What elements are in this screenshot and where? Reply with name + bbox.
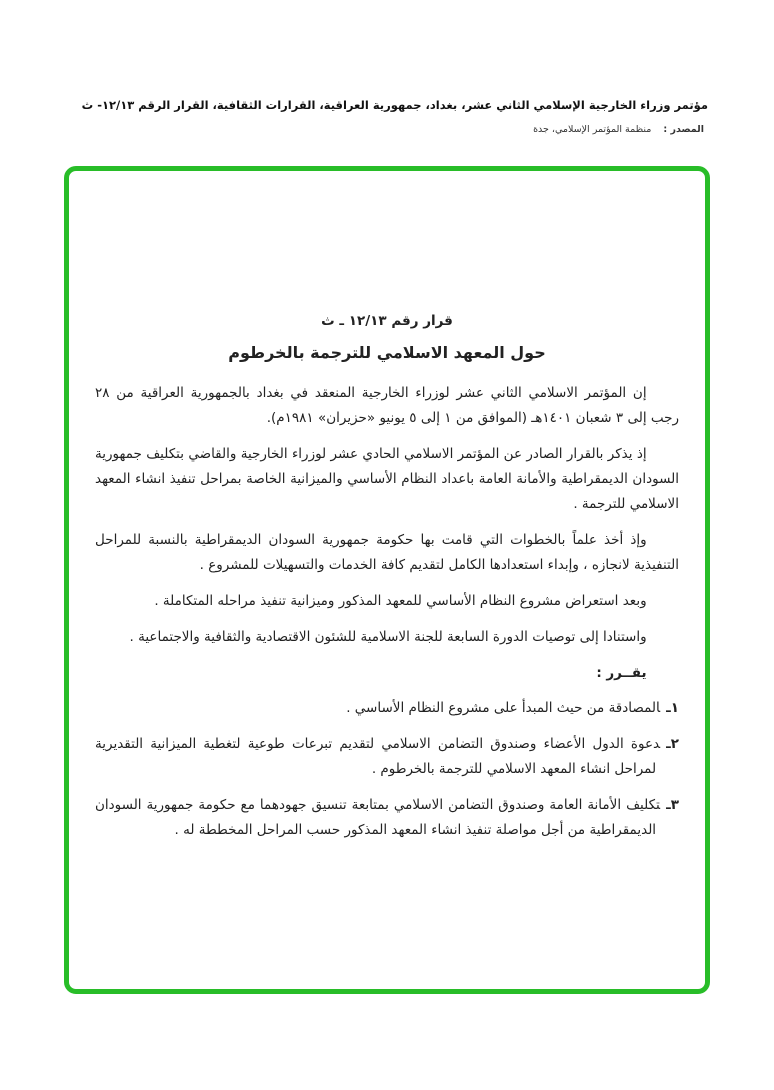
decision-item xyxy=(95,793,679,843)
preamble-paragraph: وبعد استعراض مشروع النظام الأساسي للمعهد المذكور وميزانية تنفيذ مراحله المتكاملة . xyxy=(154,593,647,609)
preamble-paragraph: وإذ أخذ علماً بالخطوات التي قامت بها حكومة جمهورية السودان الديمقراطية بالنسبة للمراحل التنفيذية لانجازه ، وإبداء استعدادها الكامل لتقديم كافة الخدمات والتسهيلات للمشروع . xyxy=(95,532,679,573)
decision-heading: يقــرر : xyxy=(596,665,647,681)
source-line xyxy=(533,124,704,135)
decision-number: ١ـ xyxy=(666,700,679,716)
decision-number: ٢ـ xyxy=(666,736,679,752)
resolution-number-title: قرار رقم ١٢/١٣ ـ ث xyxy=(321,313,453,329)
preamble-paragraph: إن المؤتمر الاسلامي الثاني عشر لوزراء الخارجية المنعقد في بغداد بالجمهورية العراقية من ٢٨ رجب إلى ٣ شعبان ١٤٠١هـ (الموافق من ١ إلى ٥ يونيو «حزيران» ١٩٨١م). xyxy=(95,385,679,426)
decision-text: المصادقة من حيث المبدأ على مشروع النظام الأساسي . xyxy=(346,700,661,716)
preamble-paragraph: إذ يذكر بالقرار الصادر عن المؤتمر الاسلامي الحادي عشر لوزراء الخارجية والقاضي بتكليف جمهورية السودان الديمقراطية والأمانة العامة باعداد النظام الأساسي والميزانية الخاصة بمراحل تنفيذ انشاء المعهد الاسلامي للترجمة . xyxy=(95,446,679,512)
document-header-line: مؤتمر وزراء الخارجية الإسلامي الثاني عشر، بغداد، جمهورية العراقية، القرارات الثقافية، القرار الرقم ١٢/١٣- ث xyxy=(81,98,708,112)
source-label: المصدر : xyxy=(663,124,704,135)
resolution-body xyxy=(95,309,679,854)
decision-text: تكليف الأمانة العامة وصندوق التضامن الاسلامي بمتابعة تنسيق جهودهما مع حكومة جمهورية السودان الديمقراطية من أجل مواصلة تنفيذ انشاء المعهد المذكور حسب المراحل المخططة له . xyxy=(95,797,661,838)
resolution-subject-title: حول المعهد الاسلامي للترجمة بالخرطوم xyxy=(228,343,546,362)
decision-number: ٣ـ xyxy=(666,797,679,813)
decision-item xyxy=(95,696,679,721)
decision-item xyxy=(95,732,679,782)
document-frame xyxy=(64,166,710,994)
preamble-paragraph: واستنادا إلى توصيات الدورة السابعة للجنة الاسلامية للشئون الاقتصادية والثقافية والاجتماعية . xyxy=(129,629,647,645)
decision-text: دعوة الدول الأعضاء وصندوق التضامن الاسلامي لتقديم تبرعات طوعية لتغطية الميزانية التقديرية لمراحل انشاء المعهد الاسلامي للترجمة بالخرطوم . xyxy=(95,736,661,777)
source-value: منظمة المؤتمر الإسلامي، جدة xyxy=(533,124,652,135)
